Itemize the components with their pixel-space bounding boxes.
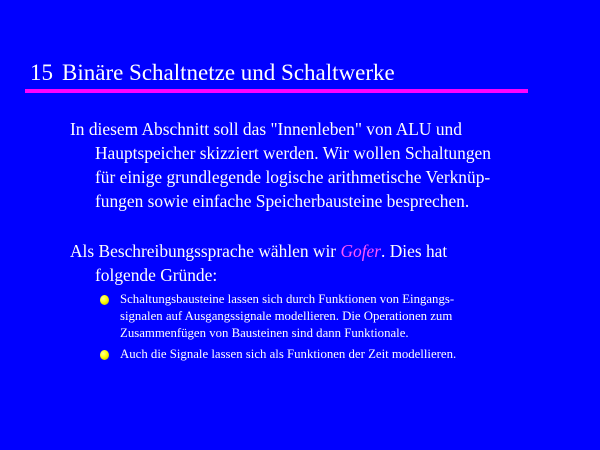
slide-title [30,58,395,88]
reasons-list [100,291,580,367]
text-segment: . Dies hat [381,241,448,261]
list-item-line: Zusammenfügen von Bausteinen sind dann Funktionale. [120,326,409,340]
list-item-line: Auch die Signale lassen sich als Funktionen der Zeit modellieren. [120,347,457,361]
intro-paragraph [70,117,590,213]
gofer-term: Gofer [340,241,382,261]
section-number: 15 [30,60,53,85]
bullet-icon [100,295,109,305]
paragraph-line [70,239,590,263]
paragraph-line: Hauptspeicher skizziert werden. Wir wollen Schaltungen [95,143,491,163]
paragraph-line: folgende Gründe: [95,265,218,285]
list-item [100,346,580,363]
bullet-icon [100,350,109,360]
language-paragraph [70,239,590,287]
paragraph-line: fungen sowie einfache Speicherbausteine besprechen. [95,191,470,211]
text-segment: Als Beschreibungssprache wählen wir [70,241,341,261]
list-item-line: Schaltungsbausteine lassen sich durch Funktionen von Eingangs- [120,292,455,306]
list-item [100,291,580,342]
paragraph-line: In diesem Abschnitt soll das "Innenleben" von ALU und [70,119,462,139]
list-item-line: signalen auf Ausgangssignale modellieren. Die Operationen zum [120,309,453,323]
section-title: Binäre Schaltnetze und Schaltwerke [62,60,395,85]
title-underline [25,89,528,93]
paragraph-line: für einige grundlegende logische arithmetische Verknüp- [95,167,491,187]
